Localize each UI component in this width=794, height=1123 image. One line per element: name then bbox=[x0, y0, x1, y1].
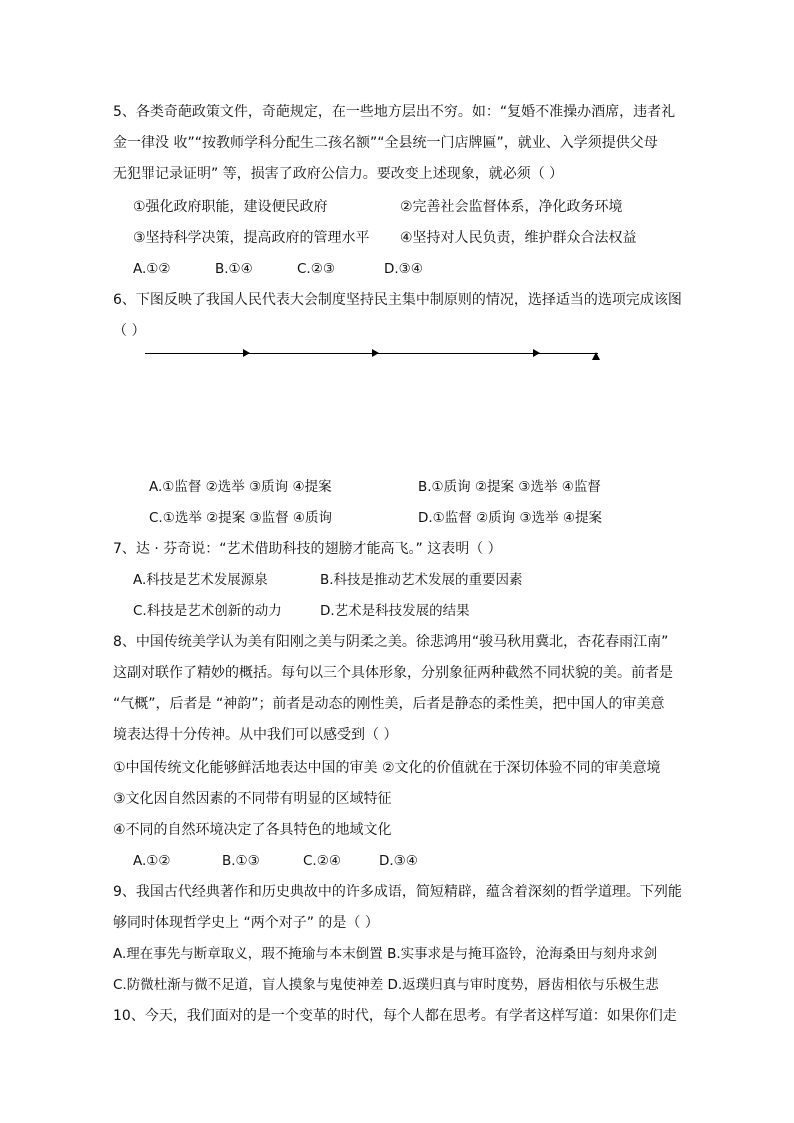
q6-option-b: B.①质询 ②提案 ③选举 ④监督 bbox=[418, 479, 601, 495]
q5-line-2: 金一律没 收”“按教师学科分配生二孩名额”“全县统一门店牌匾”，就业、入学须提供父母 bbox=[113, 135, 658, 151]
arrow-head-2 bbox=[372, 349, 379, 357]
q5-statement-3: ③坚持科学决策，提高政府的管理水平 bbox=[133, 230, 370, 246]
q5-option-b: B.①④ bbox=[215, 261, 253, 277]
q5-statement-4: ④坚持对人民负责，维护群众合法权益 bbox=[400, 230, 637, 246]
q8-line-1: 8、中国传统美学认为美有阳刚之美与阴柔之美。徐悲鸿用“骏马秋用冀北，杏花春雨江南” bbox=[113, 634, 669, 650]
arrow-head-1 bbox=[243, 349, 250, 357]
q5-option-a: A.①② bbox=[133, 261, 171, 277]
q6-option-d: D.①监督 ②质询 ③选举 ④提案 bbox=[418, 510, 602, 526]
q8-option-c: C.②④ bbox=[303, 853, 341, 869]
q9-line-2: 够同时体现哲学史上 “两个对子” 的是（ ） bbox=[113, 915, 379, 931]
q7-option-a: A.科技是艺术发展源泉 bbox=[133, 572, 268, 588]
q5-line-3: 无犯罪记录证明” 等，损害了政府公信力。要改变上述现象，就必须（ ） bbox=[113, 166, 564, 182]
q6-line-1: 6、下图反映了我国人民代表大会制度坚持民主集中制原则的情况，选择适当的选项完成该图 bbox=[113, 292, 682, 308]
q7-option-c: C.科技是艺术创新的动力 bbox=[133, 603, 282, 619]
q10-line-1: 10、今天，我们面对的是一个变革的时代，每个人都在思考。有学者这样写道：如果你们走 bbox=[113, 1008, 677, 1024]
triangle-marker bbox=[592, 352, 600, 360]
q8-statement-4: ④不同的自然环境决定了各具特色的地域文化 bbox=[113, 822, 392, 838]
q8-line-3: “气概”，后者是 “神韵”；前者是动态的刚性美，后者是静态的柔性美，把中国人的审美意 bbox=[113, 696, 665, 712]
q5-statement-1: ①强化政府职能，建设便民政府 bbox=[133, 199, 328, 215]
q9-options-ab: A.理在事先与断章取义，瑕不掩瑜与本末倒置 B.实事求是与掩耳盗铃，沧海桑田与刻舟求剑 bbox=[113, 946, 658, 962]
q9-line-1: 9、我国古代经典著作和历史典故中的许多成语，简短精辟，蕴含着深刻的哲学道理。下列能 bbox=[113, 884, 682, 900]
q8-option-d: D.③④ bbox=[379, 853, 418, 869]
q8-line-2: 这副对联作了精妙的概括。每句以三个具体形象，分别象征两种截然不同状貌的美。前者是 bbox=[113, 665, 673, 681]
q9-options-cd: C.防微杜渐与微不足道，盲人摸象与鬼使神差 D.返璞归真与审时度势，唇齿相依与乐极生悲 bbox=[113, 977, 659, 993]
q7-option-d: D.艺术是科技发展的结果 bbox=[320, 603, 470, 619]
q5-line-1: 5、各类奇葩政策文件，奇葩规定，在一些地方层出不穷。如：“复婚不准操办酒席，违者礼 bbox=[113, 104, 676, 120]
q8-option-a: A.①② bbox=[133, 853, 171, 869]
arrow-head-3 bbox=[533, 349, 540, 357]
q8-statement-3: ③文化因自然因素的不同带有明显的区域特征 bbox=[113, 791, 392, 807]
q5-option-c: C.②③ bbox=[297, 261, 335, 277]
q7-option-b: B.科技是推动艺术发展的重要因素 bbox=[320, 572, 523, 588]
q8-line-4: 境表达得十分传神。从中我们可以感受到（ ） bbox=[113, 727, 398, 743]
q5-option-d: D.③④ bbox=[384, 261, 423, 277]
q6-option-c: C.①选举 ②提案 ③监督 ④质询 bbox=[149, 510, 333, 526]
q5-statement-2: ②完善社会监督体系，净化政务环境 bbox=[400, 199, 623, 215]
q6-option-a: A.①监督 ②选举 ③质询 ④提案 bbox=[149, 479, 332, 495]
q8-statement-1-2: ①中国传统文化能够鲜活地表达中国的审美 ②文化的价值就在于深切体验不同的审美意境 bbox=[113, 760, 661, 776]
q8-option-b: B.①③ bbox=[222, 853, 260, 869]
q6-line-2: （ ） bbox=[113, 323, 146, 339]
q7-line-1: 7、达 · 芬奇说：“艺术借助科技的翅膀才能高飞。” 这表明（ ） bbox=[113, 541, 502, 557]
